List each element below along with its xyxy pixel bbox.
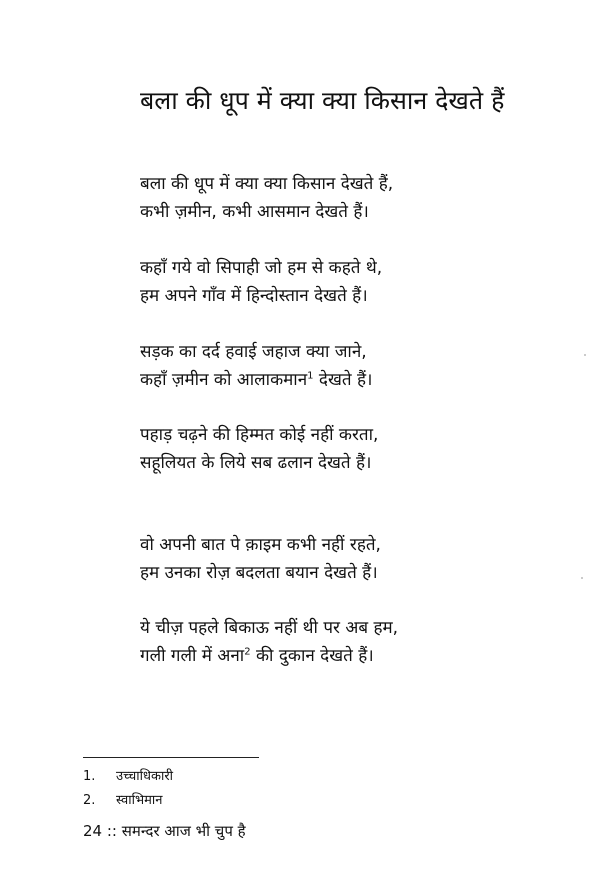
footnote-marker: 2 bbox=[244, 646, 251, 658]
page-number: 24 bbox=[83, 822, 103, 840]
verse-text: गली गली में अना bbox=[140, 646, 245, 666]
verse-text: कहाँ ज़मीन को आलाकमान bbox=[140, 370, 308, 390]
verse-line: हम अपने गाँव में हिन्दोस्तान देखते हैं। bbox=[140, 286, 368, 306]
footnotes bbox=[83, 765, 173, 813]
verse-line: बला की धूप में क्या क्या किसान देखते हैं, bbox=[140, 174, 394, 194]
verse-line: ये चीज़ पहले बिकाऊ नहीं थी पर अब हम, bbox=[140, 618, 399, 638]
footnote-marker: 1 bbox=[307, 370, 314, 382]
footnote-text: स्वाभिमान bbox=[116, 793, 163, 808]
verse-line bbox=[140, 366, 560, 394]
footer-separator: :: bbox=[106, 822, 117, 840]
paper-speck bbox=[581, 577, 583, 579]
stanza-4 bbox=[140, 421, 560, 477]
footnote-text: उच्चाधिकारी bbox=[116, 769, 174, 784]
verse-line: सड़क का दर्द हवाई जहाज क्या जाने, bbox=[140, 342, 367, 362]
footnote-number: 1. bbox=[83, 769, 96, 784]
verse-line: कभी ज़मीन, कभी आसमान देखते हैं। bbox=[140, 202, 369, 222]
footnote-item bbox=[83, 789, 173, 813]
stanza-6 bbox=[140, 614, 560, 670]
stanza-1 bbox=[140, 170, 560, 226]
stanza-2 bbox=[140, 254, 560, 310]
verse-line: वो अपनी बात पे क़ाइम कभी नहीं रहते, bbox=[140, 535, 381, 555]
stanza-5 bbox=[140, 531, 560, 587]
footnote-divider bbox=[83, 757, 259, 758]
book-title: समन्दर आज भी चुप है bbox=[121, 822, 246, 840]
page-footer bbox=[83, 820, 246, 842]
verse-line: हम उनका रोज़ बदलता बयान देखते हैं। bbox=[140, 563, 378, 583]
footnote-number: 2. bbox=[83, 793, 96, 808]
verse-line bbox=[140, 642, 560, 670]
verse-text: देखते हैं। bbox=[313, 370, 373, 390]
verse-line: कहाँ गये वो सिपाही जो हम से कहते थे, bbox=[140, 258, 383, 278]
verse-text: की दुकान देखते हैं। bbox=[250, 646, 374, 666]
verse-line: पहाड़ चढ़ने की हिम्मत कोई नहीं करता, bbox=[140, 425, 379, 445]
paper-speck bbox=[584, 354, 586, 356]
verse-line: सहूलियत के लिये सब ढलान देखते हैं। bbox=[140, 453, 372, 473]
stanza-3 bbox=[140, 338, 560, 394]
poem-title: बला की धूप में क्या क्या किसान देखते हैं bbox=[140, 86, 505, 115]
footnote-item bbox=[83, 765, 173, 789]
